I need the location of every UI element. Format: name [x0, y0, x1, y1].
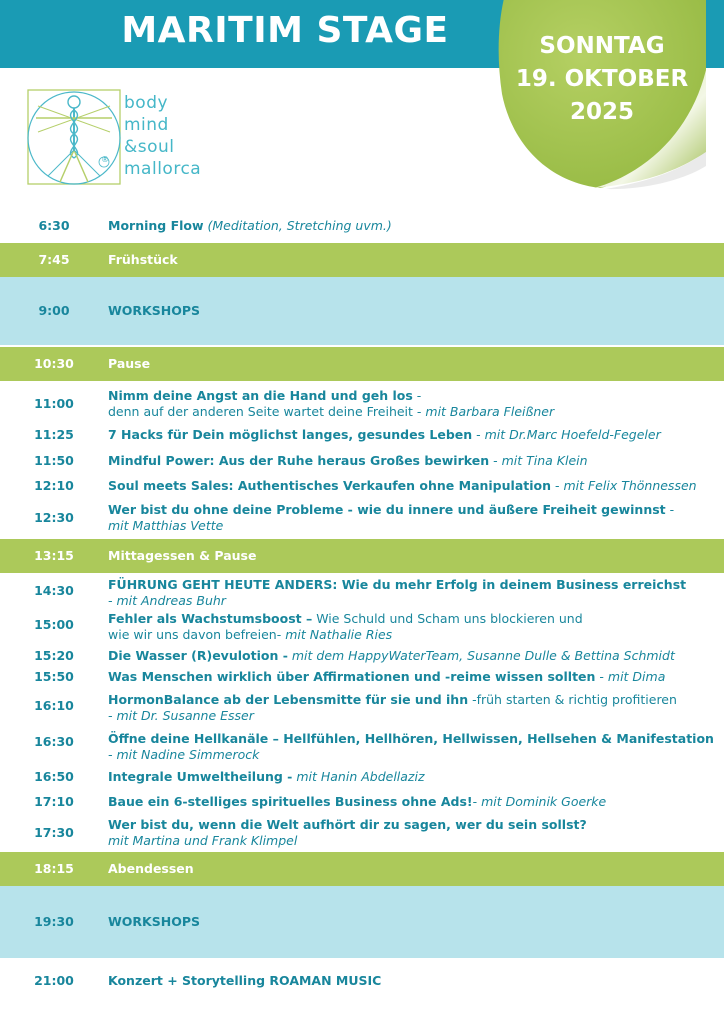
session [108, 427, 714, 443]
schedule-row [0, 387, 724, 421]
session-title: Mindful Power: Aus der Ruhe heraus Großes bewirken [108, 453, 490, 468]
time: 16:10 [34, 698, 74, 713]
time: 18:15 [34, 861, 74, 876]
time: 10:30 [34, 356, 74, 371]
session [108, 388, 714, 420]
band-label: Pause [108, 356, 151, 371]
session [108, 669, 714, 685]
schedule-row [0, 731, 724, 765]
schedule-row [0, 769, 724, 787]
time: 15:00 [34, 617, 74, 632]
session-speaker: mit Matthias Vette [108, 518, 224, 533]
logo-word-mind: mind [124, 115, 169, 135]
session-subtitle: denn auf der anderen Seite wartet deine Freiheit - [108, 404, 426, 419]
session-subtitle-cont: wie wir uns davon befreien- [108, 627, 286, 642]
time: 16:30 [34, 734, 74, 749]
session-subtitle: Wie Schuld und Scham uns blockieren und [312, 611, 583, 626]
session-speaker: mit Tina Klein [501, 453, 588, 468]
session-title: FÜHRUNG GEHT HEUTE ANDERS: Wie du mehr Erfolg in deinem Business erreichst [108, 577, 687, 592]
session [108, 218, 714, 234]
session-speaker: mit Martina und Frank Klimpel [108, 833, 298, 848]
schedule-row [0, 794, 724, 812]
session-separator: - [551, 478, 564, 493]
time: 17:10 [34, 794, 74, 809]
session-title: Öffne deine Hellkanäle – Hellfühlen, Hellhören, Hellwissen, Hellsehen & Manifestation [108, 731, 714, 746]
session [108, 478, 714, 494]
time: 16:50 [34, 769, 74, 784]
logo-word-mallorca: mallorca [124, 159, 202, 179]
time: 9:00 [38, 303, 70, 318]
session-title: Baue ein 6-stelliges spirituelles Business ohne Ads! [108, 794, 473, 809]
session-separator: - [412, 388, 422, 403]
date-year: 2025 [569, 99, 634, 125]
session-subtitle: -früh starten & richtig profitieren [468, 692, 677, 707]
session-title: HormonBalance ab der Lebensmitte für sie und ihn [108, 692, 469, 707]
session-speaker: mit Barbara Fleißner [425, 404, 555, 419]
session-separator: - [472, 427, 485, 442]
session-speaker: mit Hanin Abdellaziz [296, 769, 425, 784]
session-title: Was Menschen wirklich über Affirmationen und -reime wissen sollten [108, 669, 596, 684]
time: 14:30 [34, 583, 74, 598]
session [108, 817, 714, 849]
session-speaker: - mit Dr. Susanne Esser [108, 708, 254, 723]
workshop-band [0, 886, 724, 958]
logo-word-soul: &soul [124, 137, 175, 157]
registered-mark: ® [101, 155, 109, 164]
session [108, 692, 714, 724]
session [108, 648, 714, 664]
schedule-row [0, 478, 724, 496]
session-separator: - [489, 453, 502, 468]
schedule-row [0, 817, 724, 851]
break-band [0, 852, 724, 886]
workshop-band [0, 277, 724, 345]
stage-title: MARITIM STAGE [121, 10, 449, 51]
band-label: Frühstück [108, 252, 178, 267]
schedule-row [0, 611, 724, 645]
session-separator: - [472, 794, 482, 809]
session-title: Morning Flow [108, 218, 204, 233]
session [108, 769, 714, 785]
break-band [0, 347, 724, 381]
time: 12:10 [34, 478, 74, 493]
time: 15:20 [34, 648, 74, 663]
time: 6:30 [38, 218, 70, 233]
session-title: Wer bist du ohne deine Probleme - wie du innere und äußere Freiheit gewinnst [108, 502, 666, 517]
time: 15:50 [34, 669, 74, 684]
time: 13:15 [34, 548, 74, 563]
logo-wordmark [124, 92, 201, 180]
time: 12:30 [34, 510, 74, 525]
schedule-row [0, 453, 724, 471]
session-speaker: mit Nathalie Ries [285, 627, 393, 642]
band-label: Abendessen [108, 861, 194, 876]
time: 11:25 [34, 427, 74, 442]
session-separator: - [665, 502, 675, 517]
schedule-row [0, 577, 724, 611]
session-title: Nimm deine Angst an die Hand und geh los [108, 388, 413, 403]
session-speaker: mit Dominik Goerke [481, 794, 607, 809]
session-speaker: mit Dima [607, 669, 666, 684]
session-title: 7 Hacks für Dein möglichst langes, gesundes Leben [108, 427, 473, 442]
schedule-row [0, 648, 724, 666]
time: 7:45 [38, 252, 70, 267]
logo-word-body: body [124, 93, 169, 113]
band-label: WORKSHOPS [108, 914, 200, 929]
date-day-month: 19. OKTOBER [515, 66, 689, 92]
time: 21:00 [34, 973, 74, 988]
session-separator: - [595, 669, 608, 684]
time: 11:50 [34, 453, 74, 468]
break-band [0, 243, 724, 277]
session [108, 577, 714, 609]
session [108, 794, 714, 810]
schedule-row [0, 427, 724, 445]
session-title: Konzert + Storytelling ROAMAN MUSIC [108, 973, 382, 988]
session-title: Integrale Umweltheilung - [108, 769, 293, 784]
schedule-row [0, 692, 724, 726]
schedule-row [0, 502, 724, 536]
session-speaker: mit Felix Thönnessen [563, 478, 697, 493]
session-title: Wer bist du, wenn die Welt aufhört dir zu sagen, wer du sein sollst? [108, 817, 587, 832]
session-speaker: mit dem HappyWaterTeam, Susanne Dulle & Bettina Schmidt [291, 648, 675, 663]
schedule-row [0, 973, 724, 991]
schedule-row [0, 669, 724, 687]
session [108, 731, 714, 763]
band-label: WORKSHOPS [108, 303, 200, 318]
session-note: (Meditation, Stretching uvm.) [203, 218, 392, 233]
session [108, 611, 714, 643]
time: 19:30 [34, 914, 74, 929]
schedule-row [0, 216, 724, 236]
session [108, 973, 714, 989]
session-title: Fehler als Wachstumsboost – [108, 611, 313, 626]
session-speaker: mit Dr.Marc Hoefeld-Fegeler [484, 427, 661, 442]
session [108, 502, 714, 534]
session [108, 453, 714, 469]
time: 11:00 [34, 396, 74, 411]
time: 17:30 [34, 825, 74, 840]
session-speaker: - mit Nadine Simmerock [108, 747, 260, 762]
date-badge-text [502, 30, 702, 129]
break-band [0, 539, 724, 573]
date-weekday: SONNTAG [539, 33, 665, 59]
band-label: Mittagessen & Pause [108, 548, 257, 563]
session-speaker: - mit Andreas Buhr [108, 593, 226, 608]
session-title: Die Wasser (R)evulotion - [108, 648, 288, 663]
session-title: Soul meets Sales: Authentisches Verkaufen ohne Manipulation [108, 478, 551, 493]
